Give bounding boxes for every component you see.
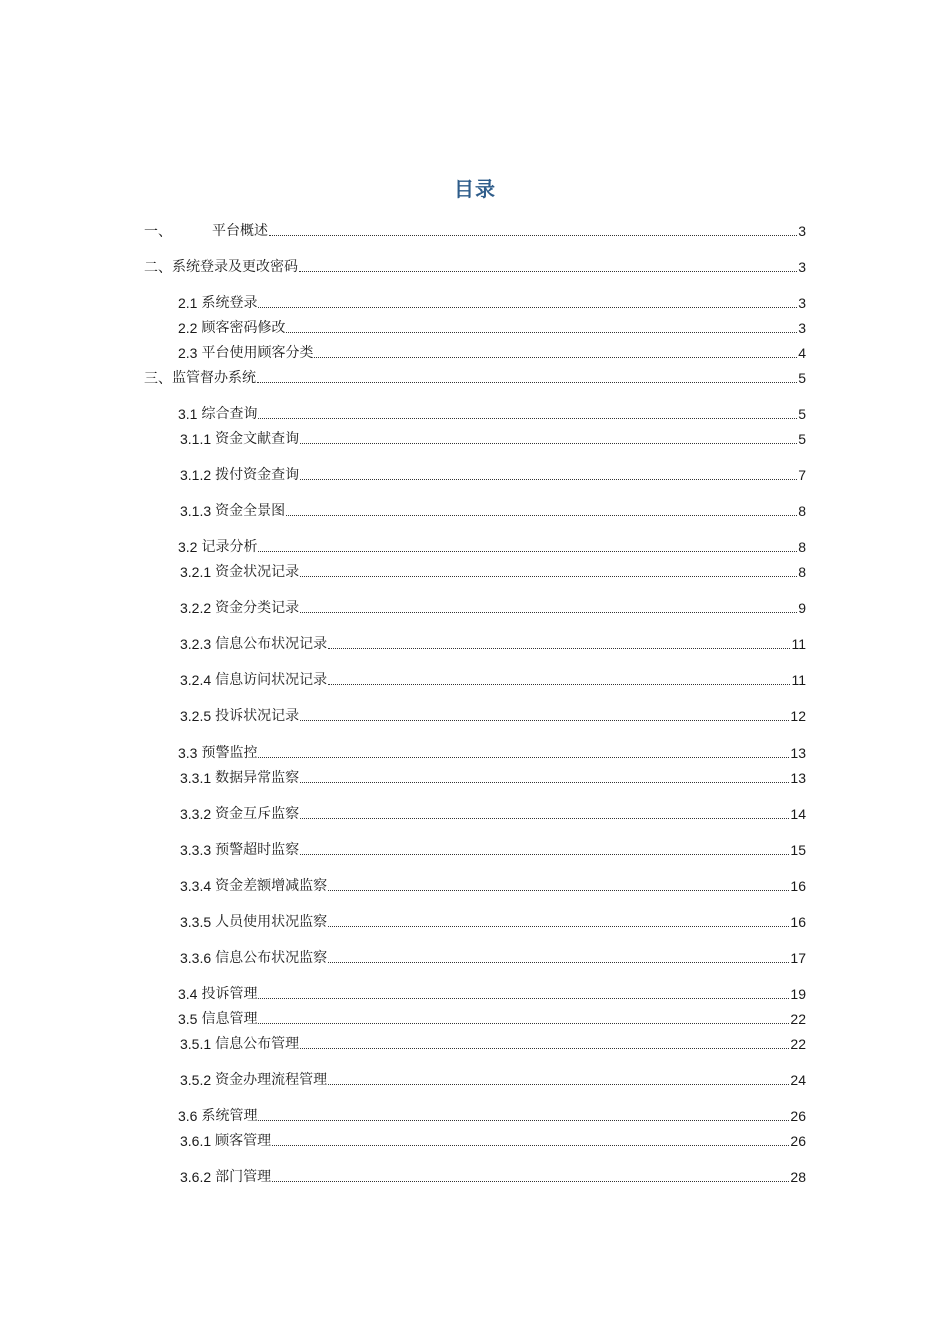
toc-dot-leader xyxy=(300,719,789,721)
toc-entry-page: 14 xyxy=(790,806,806,822)
toc-entry-page: 13 xyxy=(790,770,806,786)
toc-dot-leader xyxy=(328,647,790,649)
toc-entry-number: 3.2.2 xyxy=(180,600,212,616)
toc-entry-page: 13 xyxy=(790,745,806,761)
toc-dot-leader xyxy=(258,997,789,999)
toc-entry-number: 3.1.1 xyxy=(180,431,212,447)
toc-entry-label: 平台概述 xyxy=(212,223,268,239)
toc-entry-label: 预警超时监察 xyxy=(215,842,300,858)
toc-entry[interactable] xyxy=(144,256,806,276)
toc-entry-page: 16 xyxy=(790,914,806,930)
toc-entry-page: 22 xyxy=(790,1036,806,1052)
toc-entry-number: 3.3.1 xyxy=(180,770,212,786)
toc-dot-leader xyxy=(258,306,797,308)
toc-entry-number: 2.2 xyxy=(178,320,198,336)
toc-entry-page: 11 xyxy=(791,672,806,688)
toc-entry-number: 一、 xyxy=(144,223,172,239)
toc-entry[interactable] xyxy=(180,464,806,484)
toc-dot-leader xyxy=(258,1119,789,1121)
toc-entry-label: 资金互斥监察 xyxy=(215,806,300,822)
toc-entry-label: 人员使用状况监察 xyxy=(215,914,328,930)
toc-dot-leader xyxy=(300,611,797,613)
toc-entry-number: 3.3.2 xyxy=(180,806,212,822)
toc-entry-label: 拨付资金查询 xyxy=(215,467,300,483)
toc-entry-number: 3.5.1 xyxy=(180,1036,212,1052)
toc-dot-leader xyxy=(328,683,790,685)
toc-dot-leader xyxy=(300,442,797,444)
toc-entry-page: 11 xyxy=(791,636,806,652)
toc-entry-label: 预警监控 xyxy=(201,745,258,761)
toc-entry[interactable] xyxy=(180,561,806,581)
toc-entry[interactable] xyxy=(180,1130,806,1150)
toc-entry-label: 系统登录及更改密码 xyxy=(172,259,298,275)
toc-entry-label: 投诉管理 xyxy=(201,986,258,1002)
toc-dot-leader xyxy=(314,356,797,358)
toc-entry[interactable] xyxy=(178,1008,806,1028)
toc-dot-leader xyxy=(300,1047,789,1049)
toc-entry-page: 16 xyxy=(790,878,806,894)
toc-entry-label: 顾客密码修改 xyxy=(201,320,286,336)
toc-entry-page: 8 xyxy=(798,564,806,580)
toc-dot-leader xyxy=(300,853,789,855)
toc-dot-leader xyxy=(269,234,797,236)
toc-entry-page: 19 xyxy=(790,986,806,1002)
toc-dot-leader xyxy=(257,381,797,383)
toc-entry-label: 信息公布管理 xyxy=(215,1036,300,1052)
toc-entry-page: 24 xyxy=(790,1072,806,1088)
toc-entry-page: 26 xyxy=(790,1133,806,1149)
toc-entry-number: 3.3.5 xyxy=(180,914,212,930)
toc-entry-label: 资金状况记录 xyxy=(215,564,300,580)
toc-dot-leader xyxy=(300,781,789,783)
toc-entry-label: 平台使用顾客分类 xyxy=(201,345,314,361)
toc-entry-number: 3.2 xyxy=(178,539,198,555)
toc-dot-leader xyxy=(299,270,797,272)
toc-entry-label: 信息公布状况记录 xyxy=(215,636,328,652)
toc-entry-number: 3.4 xyxy=(178,986,198,1002)
toc-entry[interactable] xyxy=(178,292,806,312)
toc-entry[interactable] xyxy=(144,367,806,387)
toc-entry-page: 3 xyxy=(798,223,806,239)
toc-entry-label: 顾客管理 xyxy=(215,1133,272,1149)
toc-dot-leader xyxy=(286,331,797,333)
toc-entry[interactable] xyxy=(178,742,806,762)
toc-entry-number: 3.2.3 xyxy=(180,636,212,652)
toc-entry-number: 3.3 xyxy=(178,745,198,761)
toc-entry-number: 3.2.5 xyxy=(180,708,212,724)
toc-entry-number: 3.3.6 xyxy=(180,950,212,966)
toc-entry-page: 8 xyxy=(798,539,806,555)
toc-dot-leader xyxy=(300,817,789,819)
toc-entry[interactable] xyxy=(180,669,806,689)
toc-entry[interactable] xyxy=(180,428,806,448)
toc-entry-number: 3.3.3 xyxy=(180,842,212,858)
toc-entry-number: 3.1.2 xyxy=(180,467,212,483)
toc-dot-leader xyxy=(328,961,789,963)
toc-entry-number: 3.6.1 xyxy=(180,1133,212,1149)
toc-entry-label: 信息管理 xyxy=(201,1011,258,1027)
toc-dot-leader xyxy=(258,417,797,419)
toc-dot-leader xyxy=(328,1083,789,1085)
toc-dot-leader xyxy=(258,756,789,758)
toc-entry[interactable] xyxy=(180,875,806,895)
toc-entry[interactable] xyxy=(180,911,806,931)
toc-entry[interactable] xyxy=(144,220,806,240)
toc-entry-label: 系统管理 xyxy=(201,1108,258,1124)
toc-entry-page: 17 xyxy=(790,950,806,966)
toc-entry-number: 二、 xyxy=(144,259,172,275)
toc-dot-leader xyxy=(328,925,789,927)
toc-entry-label: 信息公布状况监察 xyxy=(215,950,328,966)
toc-entry-label: 综合查询 xyxy=(201,406,258,422)
toc-entry-number: 3.5.2 xyxy=(180,1072,212,1088)
toc-entry-number: 3.5 xyxy=(178,1011,198,1027)
toc-entry[interactable] xyxy=(178,403,806,423)
toc-entry-label: 监管督办系统 xyxy=(172,370,256,386)
toc-entry-number: 3.6 xyxy=(178,1108,198,1124)
toc-entry-number: 3.2.4 xyxy=(180,672,212,688)
toc-entry-label: 资金文献查询 xyxy=(215,431,300,447)
toc-entry-label: 数据异常监察 xyxy=(215,770,300,786)
toc-entry[interactable] xyxy=(180,1033,806,1053)
toc-entry-page: 3 xyxy=(798,295,806,311)
toc-title: 目录 xyxy=(454,177,496,201)
toc-entry-label: 资金全景图 xyxy=(215,503,286,519)
toc-dot-leader xyxy=(258,1022,789,1024)
toc-dot-leader xyxy=(272,1144,789,1146)
toc-entry-number: 3.6.2 xyxy=(180,1169,212,1185)
toc-entry[interactable] xyxy=(180,947,806,967)
toc-entry-label: 资金分类记录 xyxy=(215,600,300,616)
toc-entry-label: 信息访问状况记录 xyxy=(215,672,328,688)
toc-entry[interactable] xyxy=(180,803,806,823)
toc-entry-page: 3 xyxy=(798,259,806,275)
toc-entry[interactable] xyxy=(178,1105,806,1125)
toc-dot-leader xyxy=(272,1180,789,1182)
toc-entry-page: 8 xyxy=(798,503,806,519)
toc-entry[interactable] xyxy=(180,633,806,653)
toc-entry-label: 资金办理流程管理 xyxy=(215,1072,328,1088)
toc-entry-page: 9 xyxy=(798,600,806,616)
toc-entry-number: 3.2.1 xyxy=(180,564,212,580)
toc-entry-page: 5 xyxy=(798,370,806,386)
toc-entry-page: 28 xyxy=(790,1169,806,1185)
toc-entry[interactable] xyxy=(180,500,806,520)
toc-entry-label: 系统登录 xyxy=(201,295,258,311)
toc-dot-leader xyxy=(328,889,789,891)
toc-entry-label: 记录分析 xyxy=(201,539,258,555)
toc-entry[interactable] xyxy=(180,1069,806,1089)
toc-entry[interactable] xyxy=(178,536,806,556)
toc-entry-page: 5 xyxy=(798,406,806,422)
toc-entry-page: 12 xyxy=(790,708,806,724)
toc-dot-leader xyxy=(286,514,797,516)
toc-entry-label: 资金差额增减监察 xyxy=(215,878,328,894)
toc-entry[interactable] xyxy=(178,983,806,1003)
toc-entry-number: 3.1.3 xyxy=(180,503,212,519)
toc-entry-number: 3.3.4 xyxy=(180,878,212,894)
toc-entry-page: 3 xyxy=(798,320,806,336)
toc-entry[interactable] xyxy=(180,705,806,725)
toc-entry-page: 26 xyxy=(790,1108,806,1124)
toc-entry-page: 22 xyxy=(790,1011,806,1027)
toc-entry-number: 2.3 xyxy=(178,345,198,361)
toc-entry-page: 4 xyxy=(798,345,806,361)
toc-entry-label: 部门管理 xyxy=(215,1169,272,1185)
toc-entry[interactable] xyxy=(178,317,806,337)
toc-entry-page: 5 xyxy=(798,431,806,447)
toc-entry[interactable] xyxy=(180,597,806,617)
toc-entry[interactable] xyxy=(178,342,806,362)
toc-entry[interactable] xyxy=(180,839,806,859)
toc-dot-leader xyxy=(300,575,797,577)
toc-entry[interactable] xyxy=(180,1166,806,1186)
toc-entry-page: 7 xyxy=(798,467,806,483)
toc-entry-label: 投诉状况记录 xyxy=(215,708,300,724)
toc-entry-number: 3.1 xyxy=(178,406,198,422)
toc-entry-number: 2.1 xyxy=(178,295,198,311)
toc-dot-leader xyxy=(300,478,797,480)
toc-entry-number: 三、 xyxy=(144,370,172,386)
toc-entry[interactable] xyxy=(180,767,806,787)
toc-dot-leader xyxy=(258,550,797,552)
toc-entry-page: 15 xyxy=(790,842,806,858)
